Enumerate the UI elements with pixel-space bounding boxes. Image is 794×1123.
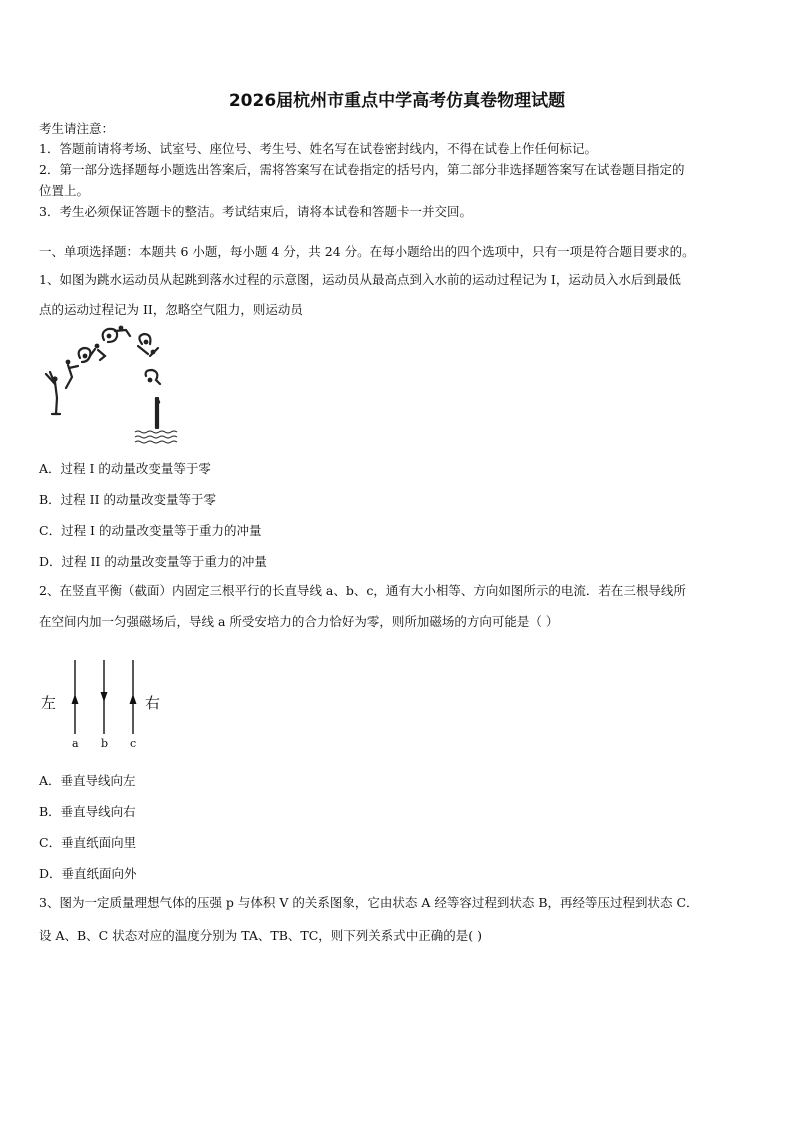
q2-option-b[interactable]: B．垂直导线向右 — [39, 804, 136, 819]
q1-option-d[interactable]: D．过程 II 的动量改变量等于重力的冲量 — [39, 554, 267, 569]
q1-stem-line1: 1、如图为跳水运动员从起跳到落水过程的示意图，运动员从最高点到入水前的运动过程记为 I，运动员入水后到最低 — [39, 272, 681, 287]
q1-option-c[interactable]: C．过程 I 的动量改变量等于重力的冲量 — [39, 523, 262, 538]
notice-2: 2．第一部分选择题每小题选出答案后，需将答案写在试卷指定的括号内，第二部分非选择题答案写在试卷题目指定的 — [39, 162, 685, 177]
current-up-arrow-icon — [130, 694, 137, 704]
right-label: 右 — [145, 694, 161, 712]
current-up-arrow-icon — [72, 694, 79, 704]
q2-option-d[interactable]: D．垂直纸面向外 — [39, 866, 137, 881]
wire-b-label: b — [101, 737, 109, 750]
diver-figure — [38, 322, 198, 448]
wire-c — [130, 660, 137, 750]
q3-stem-line1: 3、图为一定质量理想气体的压强 p 与体积 V 的关系图象，它由状态 A 经等容过程到状态 B，再经等压过程到状态 C． — [39, 895, 699, 910]
wires-figure — [38, 656, 178, 752]
notice-3: 3．考生必须保证答题卡的整洁。考试结束后，请将本试卷和答题卡一并交回。 — [39, 204, 472, 219]
section-heading: 一、单项选择题：本题共 6 小题，每小题 4 分，共 24 分。在每小题给出的四个选项中，只有一项是符合题目要求的。 — [39, 244, 695, 259]
q1-option-b[interactable]: B．过程 II 的动量改变量等于零 — [39, 492, 217, 507]
wire-a — [72, 660, 80, 750]
current-down-arrow-icon — [101, 692, 108, 702]
q2-stem-line2: 在空间内加一匀强磁场后，导线 a 所受安培力的合力恰好为零，则所加磁场的方向可能是（ ） — [39, 614, 559, 629]
q2-stem-line1: 2、在竖直平衡（截面）内固定三根平行的长直导线 a、b、c，通有大小相等、方向如图所示的电流．若在三根导线所 — [39, 583, 686, 598]
notice-heading: 考生请注意： — [39, 121, 115, 136]
q2-option-c[interactable]: C．垂直纸面向里 — [39, 835, 137, 850]
wire-b — [101, 660, 109, 750]
left-label: 左 — [41, 694, 57, 712]
notice-2-cont: 位置上。 — [39, 183, 90, 198]
q2-option-a[interactable]: A．垂直导线向左 — [39, 773, 136, 788]
wire-c-label: c — [130, 737, 137, 750]
q1-option-a[interactable]: A．过程 I 的动量改变量等于零 — [39, 461, 211, 476]
q1-stem-line2: 点的运动过程记为 II，忽略空气阻力，则运动员 — [39, 302, 303, 317]
wire-a-label: a — [72, 737, 79, 750]
q3-stem-line2: 设 A、B、C 状态对应的温度分别为 TA、TB、TC，则下列关系式中正确的是( ) — [39, 928, 483, 943]
notice-1: 1．答题前请将考场、试室号、座位号、考生号、姓名写在试卷密封线内，不得在试卷上作任何标记。 — [39, 141, 597, 156]
page-title: 2026届杭州市重点中学高考仿真卷物理试题 — [228, 91, 566, 111]
